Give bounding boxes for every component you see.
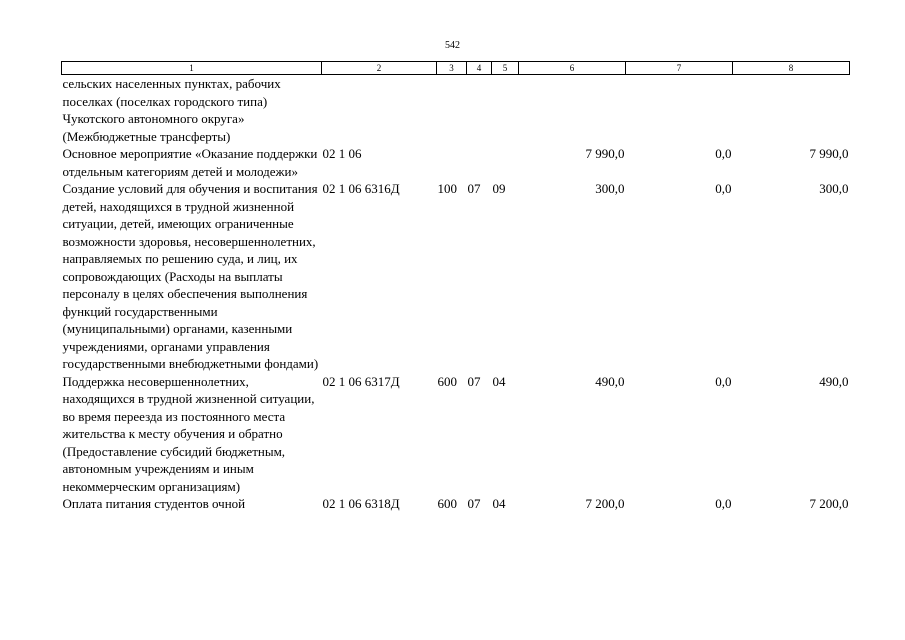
row-total (733, 75, 850, 146)
row-vr: 100 (437, 181, 457, 196)
row-sum: 300,0 (595, 181, 625, 196)
row-change (626, 75, 733, 146)
row-pr (492, 75, 519, 146)
row-total: 7 200,0 (809, 496, 849, 511)
row-sum: 490,0 (595, 373, 625, 389)
row-rz: 07 (467, 181, 481, 196)
row-pr: 09 (492, 181, 506, 196)
row-sum: 7 990,0 (585, 146, 625, 161)
row-code: 02 1 06 6316Д (322, 181, 400, 196)
row-rz (467, 75, 492, 146)
table-body (62, 75, 850, 513)
header-col-4: 4 (467, 62, 492, 75)
row-name: Поддержка несовершеннолетних, находящихся в трудной жизненной ситуации, во время переезда из постоянного места жительства к месту обучения и обратно (Предоставление субсидий бюджетным, автономным учреждениям и иным некоммерческим организациям) (62, 373, 315, 494)
row-rz: 07 (467, 496, 481, 511)
table-row (62, 495, 850, 513)
row-rz (467, 145, 492, 180)
row-vr (437, 75, 467, 146)
row-sum: 7 200,0 (585, 496, 625, 511)
row-change: 0,0 (715, 373, 732, 389)
table-row (62, 180, 850, 373)
row-code: 02 1 06 6317Д (322, 373, 400, 389)
row-pr: 04 (492, 373, 506, 389)
header-col-6: 6 (519, 62, 626, 75)
header-row (62, 62, 850, 75)
row-change: 0,0 (715, 181, 732, 196)
row-sum (519, 75, 626, 146)
row-code: 02 1 06 6318Д (322, 496, 400, 511)
row-pr (492, 145, 519, 180)
table-row (62, 75, 850, 146)
row-name: Создание условий для обучения и воспитания детей, находящихся в трудной жизненной ситуации, детей, имеющих ограниченные возможности здоровья, несовершеннолетних, направляемых по решению суда, и лиц, их сопровождающих (Расходы на выплаты персоналу в целях обеспечения выполнения функций государственными (муниципальными) органами, казенными учреждениями, органами управления государственными внебюджетными фондами) (62, 181, 319, 371)
header-col-3: 3 (437, 62, 467, 75)
header-col-1: 1 (62, 62, 322, 75)
row-total: 7 990,0 (809, 146, 849, 161)
budget-table (61, 61, 850, 513)
header-col-2: 2 (322, 62, 437, 75)
row-code: 02 1 06 (322, 146, 362, 161)
row-name: сельских населенных пунктах, рабочих поселках (поселках городского типа) Чукотского автономного округа» (Межбюджетные трансферты) (62, 76, 281, 144)
header-col-8: 8 (733, 62, 850, 75)
table-row (62, 145, 850, 180)
row-name: Основное мероприятие «Оказание поддержки отдельным категориям детей и молодежи» (62, 146, 318, 179)
table-header (62, 62, 850, 75)
row-change: 0,0 (715, 496, 732, 511)
row-code (322, 75, 437, 146)
page-number: 542 (445, 40, 460, 51)
row-rz: 07 (467, 373, 481, 389)
header-col-5: 5 (492, 62, 519, 75)
row-total: 300,0 (819, 181, 849, 196)
row-name: Оплата питания студентов очной (62, 496, 246, 511)
row-vr: 600 (437, 373, 457, 389)
row-total: 490,0 (819, 373, 849, 389)
table-row (62, 373, 850, 496)
row-vr (437, 145, 467, 180)
header-col-7: 7 (626, 62, 733, 75)
row-change: 0,0 (715, 146, 732, 161)
row-pr: 04 (492, 496, 506, 511)
row-vr: 600 (437, 496, 457, 511)
